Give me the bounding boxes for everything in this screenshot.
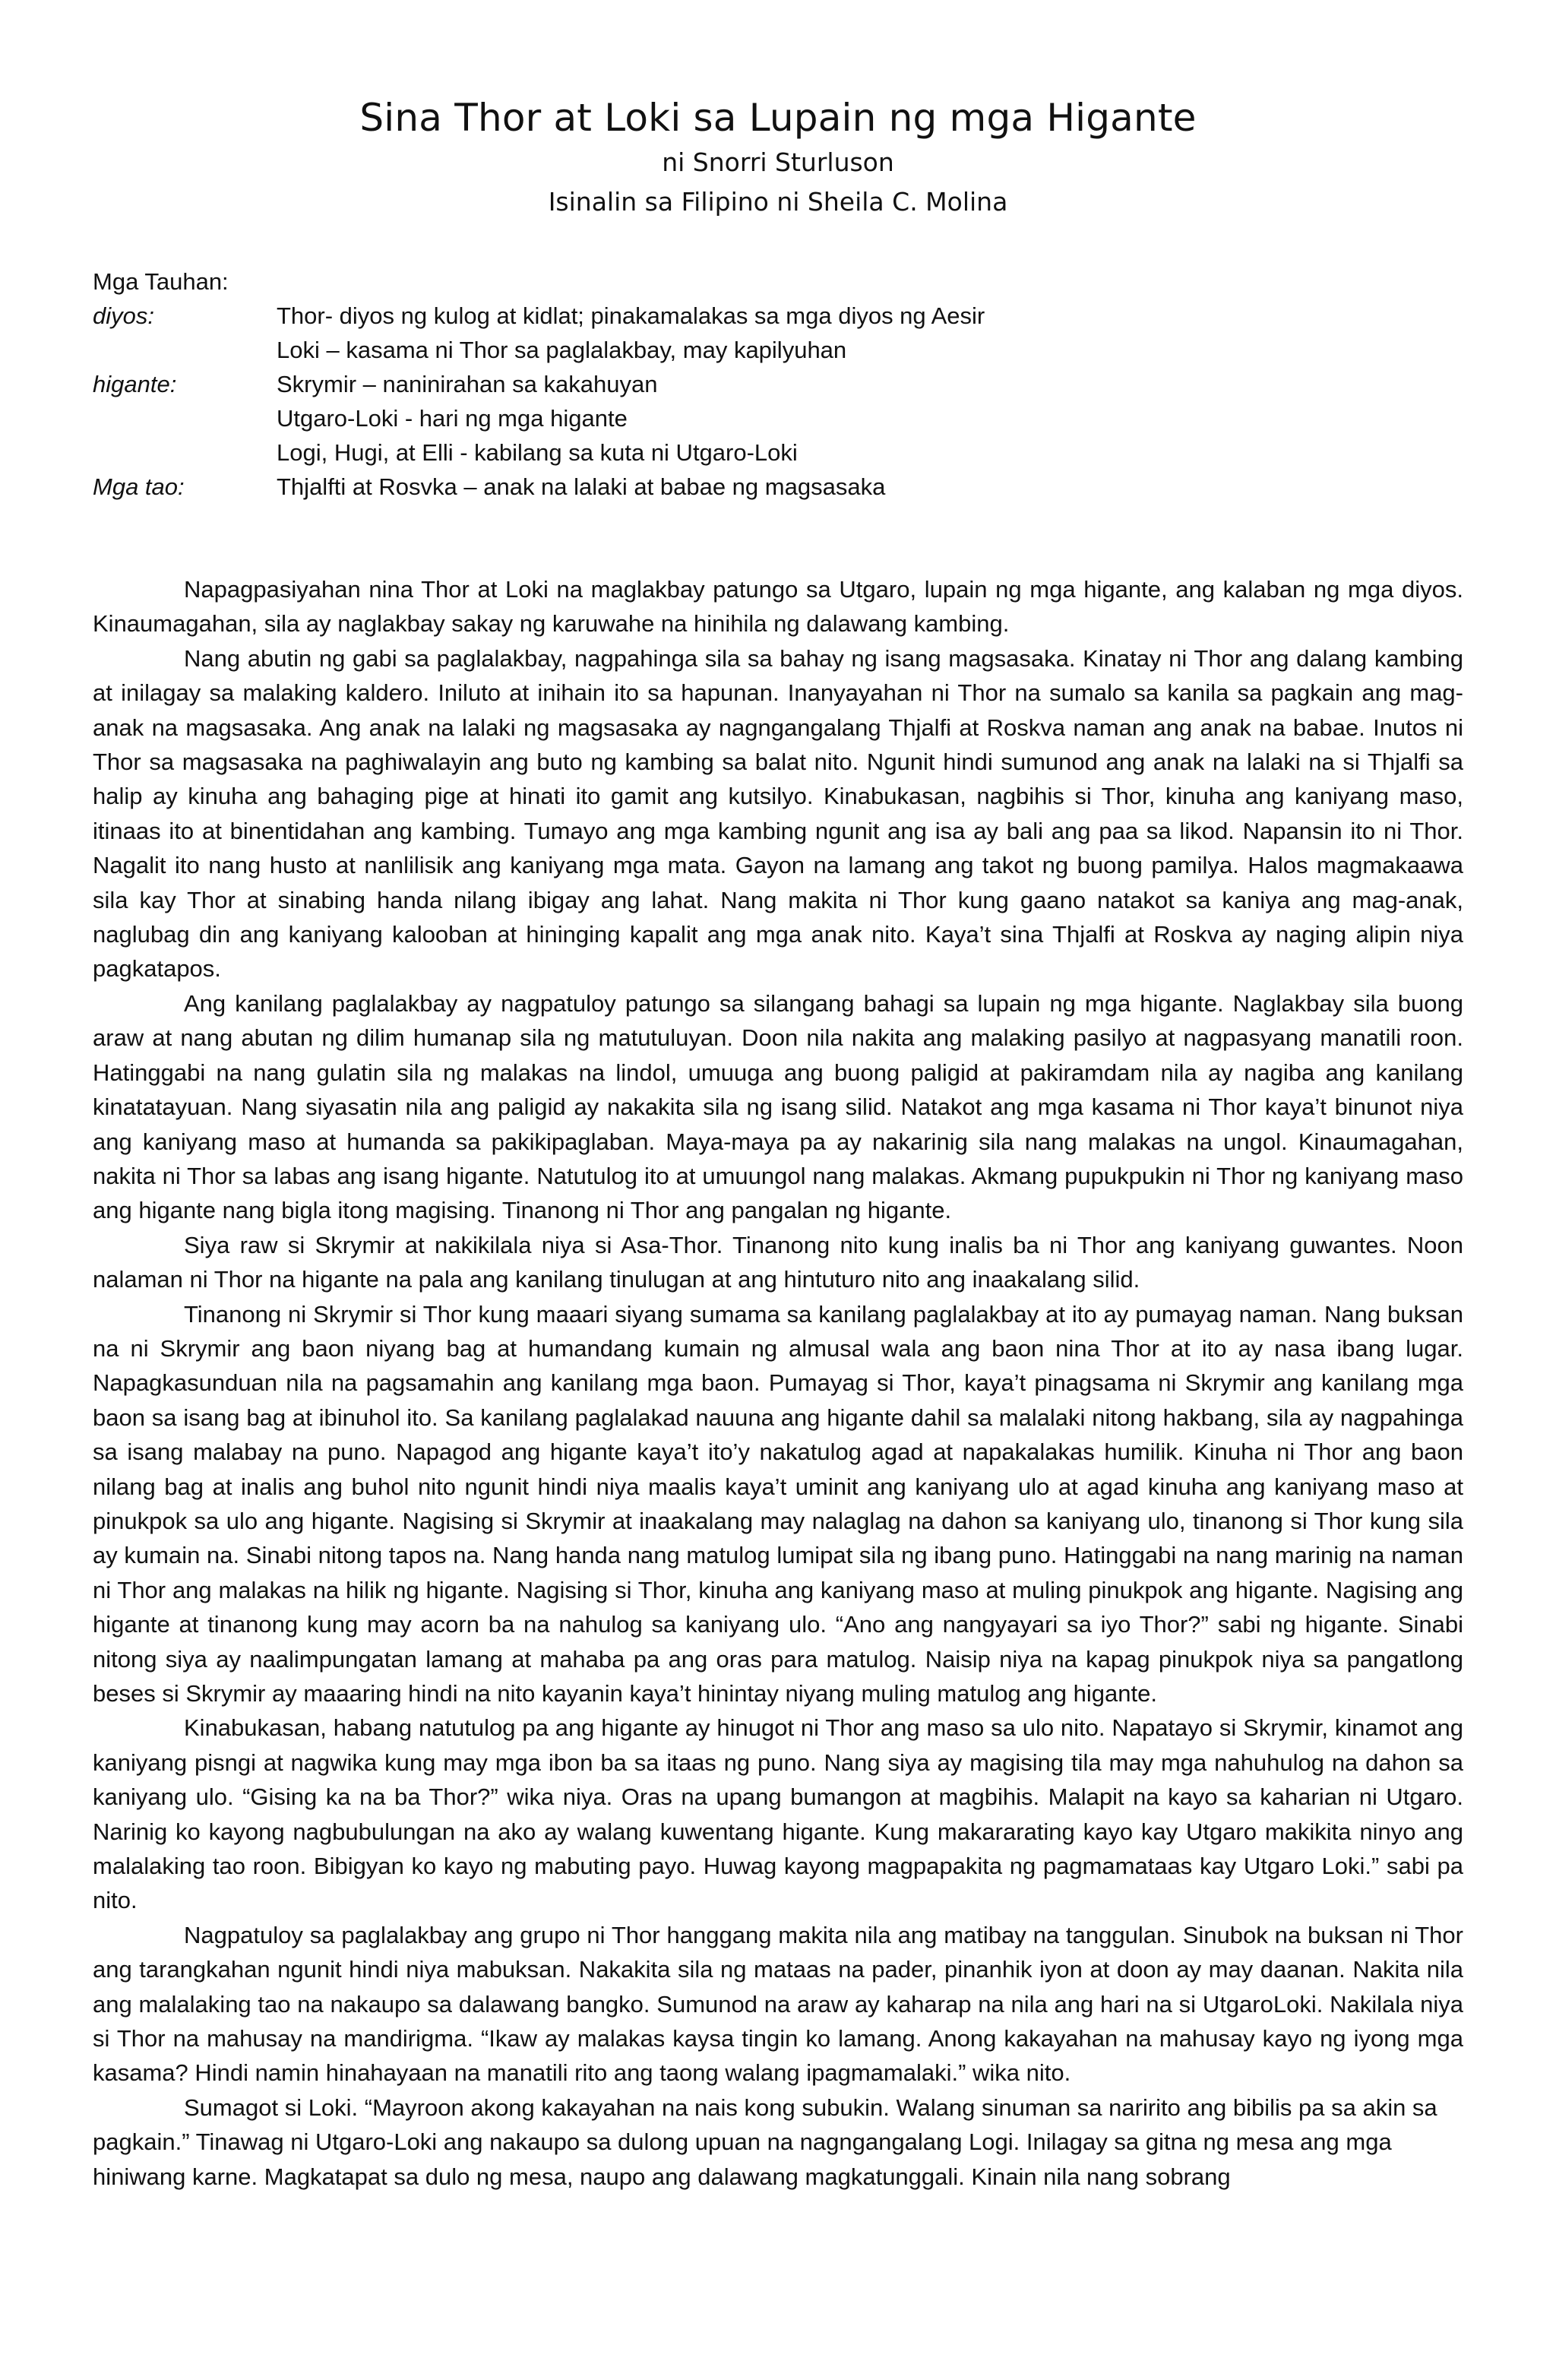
cast-row	[93, 401, 1460, 435]
cast-description: Thjalfti at Rosvka – anak na lalaki at babae ng magsasaka	[277, 473, 886, 500]
cast-role: Mga tao:	[93, 473, 185, 500]
cast-role	[93, 435, 277, 470]
story-paragraph: Sumagot si Loki. “Mayroon akong kakayahan na nais kong subukin. Walang sinuman sa naririto ang bibilis pa sa akin sa pagkain.” Tinawag ni Utgaro-Loki ang nakaupo sa dulong upuan na nagngangalang Logi. Inilagay sa gitna ng mesa ang mga hiniwang karne. Magkatapat sa dulo ng mesa, naupo ang dalawang magkatunggali. Kinain nila nang sobrang	[93, 2094, 1437, 2190]
document-header	[0, 93, 1556, 222]
cast-description: Utgaro-Loki - hari ng mga higante	[277, 405, 628, 432]
story-paragraph: Ang kanilang paglalakbay ay nagpatuloy patungo sa silangang bahagi sa lupain ng mga higante. Naglakbay sila buong araw at nang abutan ng dilim humanap sila ng matutuluyan. Doon nila nakita ang malaking pasilyo at nagpasyang manatili roon. Hatinggabi na nang gulatin sila ng malakas na lindol, umuuga ang buong paligid at pakiramdam nila ay nagiba ang kanilang kinatatayuan. Nang siyasatin nila ang paligid ay nakakita sila ng isang silid. Natakot ang mga kasama ni Thor kaya’t binunot niya ang kaniyang maso at humanda sa pakikipaglaban. Maya-maya pa ay nakarinig sila nang malakas na ungol. Kinaumagahan, nakita ni Thor sa labas ang isang higante. Natutulog ito at umuungol nang malakas. Akmang pupukpukin ni Thor ng kaniyang maso ang higante nang bigla itong magising. Tinanong ni Thor ang pangalan ng higante.	[93, 989, 1463, 1224]
cast-description: Logi, Hugi, at Elli - kabilang sa kuta ni Utgaro-Loki	[277, 439, 798, 466]
cast-role: higante:	[93, 371, 177, 397]
cast-row	[93, 470, 1460, 504]
author-line: ni Snorri Sturluson	[662, 147, 894, 177]
story-body	[93, 572, 1463, 2194]
cast-row	[93, 299, 1460, 333]
document-title: Sina Thor at Loki sa Lupain ng mga Higante	[359, 96, 1197, 140]
story-paragraph: Kinabukasan, habang natutulog pa ang higante ay hinugot ni Thor ang maso sa ulo nito. Napatayo si Skrymir, kinamot ang kaniyang pisngi at nagwika kung may mga ibon ba sa itaas ng puno. Nang siya ay magising tila may mga nahuhulog na dahon sa kaniyang ulo. “Gising ka na ba Thor?” wika niya. Oras na upang bumangon at magbihis. Malapit na kayo sa kaharian ni Utgaro. Narinig ko kayong nagbubulungan na ako ay walang kuwentang higante. Kung makararating kayo kay Utgaro makikita ninyo ang malalaking tao roon. Bibigyan ko kayo ng mabuting payo. Huwag kayong magpapakita ng pagmamataas kay Utgaro Loki.” sabi pa nito.	[93, 1714, 1463, 1914]
cast-row	[93, 367, 1460, 401]
cast-description: Loki – kasama ni Thor sa paglalakbay, may kapilyuhan	[277, 337, 847, 363]
cast-list	[93, 264, 1460, 504]
story-paragraph: Napagpasiyahan nina Thor at Loki na maglakbay patungo sa Utgaro, lupain ng mga higante, ang kalaban ng mga diyos. Kinaumagahan, sila ay naglakbay sakay ng karuwahe na hinihila ng dalawang kambing.	[93, 576, 1463, 638]
cast-description: Skrymir – naninirahan sa kakahuyan	[277, 371, 658, 397]
cast-row	[93, 435, 1460, 470]
story-paragraph: Nagpatuloy sa paglalakbay ang grupo ni Thor hanggang makita nila ang matibay na tanggulan. Sinubok na buksan ni Thor ang tarangkahan ngunit hindi niya mabuksan. Nakakita sila ng mataas na pader, pinanhik iyon at doon ay may daanan. Nakita nila ang malalaking tao na nakaupo sa dalawang bangko. Sumunod na araw ay kaharap na nila ang hari na si UtgaroLoki. Nakilala niya si Thor na mahusay na mandirigma. “Ikaw ay malakas kaysa tingin ko lamang. Anong kakayahan na mahusay kayo ng iyong mga kasama? Hindi namin hinahayaan na manatili rito ang taong walang ipagmamalaki.” wika nito.	[93, 1921, 1463, 2087]
translator-line: Isinalin sa Filipino ni Sheila C. Molina	[548, 187, 1008, 217]
story-paragraph: Nang abutin ng gabi sa paglalakbay, nagpahinga sila sa bahay ng isang magsasaka. Kinatay ni Thor ang dalang kambing at inilagay sa malaking kaldero. Iniluto at inihain ito sa hapunan. Inanyayahan ni Thor na sumalo sa kanila sa pagkain ang mag-anak na magsasaka. Ang anak na lalaki ng magsasaka ay nagngangalang Thjalfi at Roskva naman ang anak na babae. Inutos ni Thor sa magsasaka na paghiwalayin ang buto ng kambing sa balat nito. Ngunit hindi sumunod ang anak na lalaki na si Thjalfi sa halip ay kinuha ang bahaging pige at hinati ito gamit ang kutsilyo. Kinabukasan, nagbihis si Thor, kinuha ang kaniyang maso, itinaas ito at binentidahan ang kambing. Tumayo ang mga kambing ngunit ang isa ay bali ang paa sa likod. Napansin ito ni Thor. Nagalit ito nang husto at nanlilisik ang kaniyang mga mata. Gayon na lamang ang takot ng buong pamilya. Halos magmakaawa sila kay Thor at sinabing handa nilang ibigay ang lahat. Nang makita ni Thor kung gaano natakot sa kaniya ang mag-anak, naglubag din ang kaniyang kalooban at hininging kapalit ang mga anak nito. Kaya’t sina Thjalfi at Roskva ay naging alipin niya pagkatapos.	[93, 644, 1463, 983]
story-paragraph: Siya raw si Skrymir at nakikilala niya si Asa-Thor. Tinanong nito kung inalis ba ni Thor ang kaniyang guwantes. Noon nalaman ni Thor na higante na pala ang kanilang tinulugan at ang hintuturo nito ang inaakalang silid.	[93, 1231, 1463, 1293]
cast-heading: Mga Tauhan:	[93, 268, 229, 295]
cast-role	[93, 401, 277, 435]
cast-role	[93, 333, 277, 367]
cast-role: diyos:	[93, 302, 154, 329]
story-paragraph: Tinanong ni Skrymir si Thor kung maaari siyang sumama sa kanilang paglalakbay at ito ay pumayag naman. Nang buksan na ni Skrymir ang baon niyang bag at humandang kumain ng almusal wala ang baon nina Thor at ito ay nasa ibang lugar. Napagkasunduan nila na pagsamahin ang kanilang mga baon. Pumayag si Thor, kaya’t pinagsama ni Skrymir ang kanilang mga baon sa isang bag at ibinuhol ito. Sa kanilang paglalakad nauuna ang higante dahil sa malalaki nitong hakbang, sila ay nagpahinga sa isang malabay na puno. Napagod ang higante kaya’t ito’y nakatulog agad at napakalakas humilik. Kinuha ni Thor ang baon nilang bag at inalis ang buhol nito ngunit hindi niya maalis kaya’t uminit ang kaniyang ulo at agad kinuha ang kaniyang maso at pinukpok sa ulo ang higante. Nagising si Skrymir at inaakalang may nalaglag na dahon sa kaniyang ulo, tinanong si Thor kung sila ay kumain na. Sinabi nitong tapos na. Nang handa nang matulog lumipat sila ng ibang puno. Hatinggabi na nang marinig na naman ni Thor ang malakas na hilik ng higante. Nagising si Thor, kinuha ang kaniyang maso at muling pinukpok ang higante. Nagising ang higante at tinanong kung may acorn ba na nahulog sa kaniyang ulo. “Ano ang nangyayari sa iyo Thor?” sabi ng higante. Sinabi nitong siya ay naalimpungatan lamang at mahaba pa ang oras para matulog. Naisip niya na kapag pinukpok niya sa pangatlong beses si Skrymir ay maaaring hindi na nito kayanin kaya’t hinintay niyang muling matulog ang higante.	[93, 1300, 1463, 1707]
cast-description: Thor- diyos ng kulog at kidlat; pinakamalakas sa mga diyos ng Aesir	[277, 302, 985, 329]
cast-row	[93, 333, 1460, 367]
